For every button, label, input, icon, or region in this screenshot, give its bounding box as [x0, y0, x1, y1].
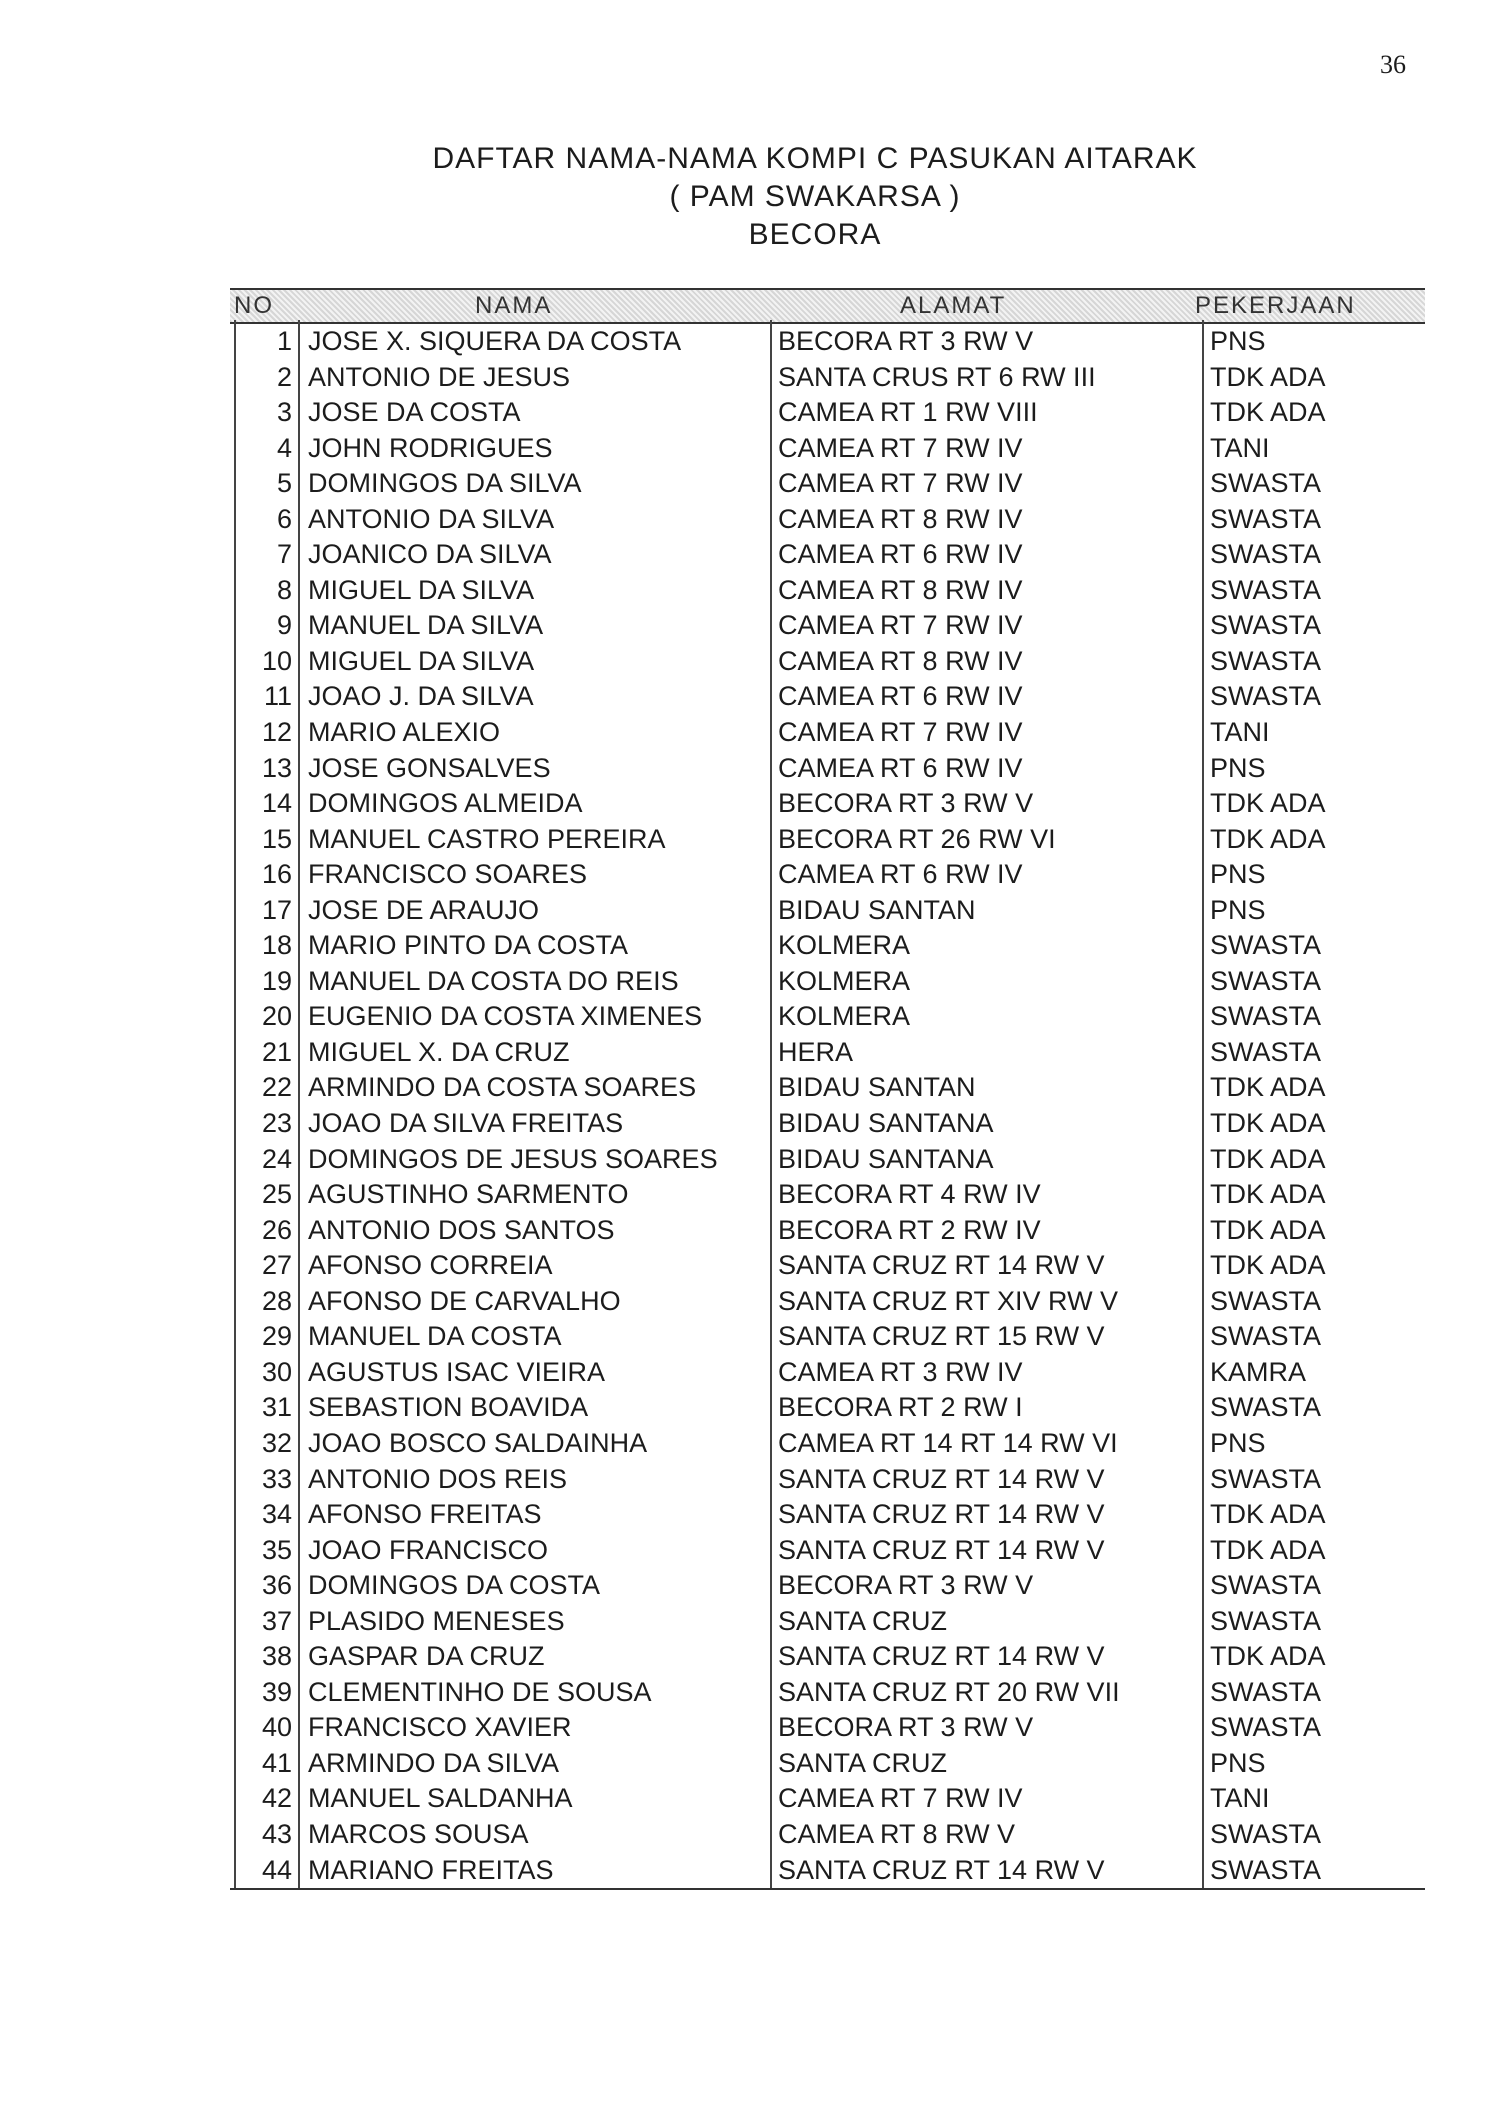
cell-pekerjaan: TDK ADA	[1210, 1499, 1326, 1530]
cell-pekerjaan: SWASTA	[1210, 965, 1322, 996]
table-header-row	[230, 288, 1425, 324]
cell-nama: ANTONIO DOS REIS	[308, 1463, 568, 1494]
cell-alamat: SANTA CRUZ RT 14 RW V	[778, 1641, 1105, 1672]
cell-nama: ANTONIO DE JESUS	[308, 361, 571, 392]
cell-pekerjaan: SWASTA	[1210, 1605, 1322, 1636]
table-row	[230, 679, 1425, 715]
cell-alamat: KOLMERA	[778, 930, 911, 961]
cell-pekerjaan: TDK ADA	[1210, 1179, 1326, 1210]
cell-nama: JOSE X. SIQUERA DA COSTA	[308, 326, 682, 356]
table-row	[230, 431, 1425, 467]
column-header-no: NO	[234, 292, 274, 319]
cell-nama: MIGUEL DA SILVA	[308, 574, 535, 605]
document-subtitle: ( PAM SWAKARSA )	[669, 180, 961, 213]
cell-pekerjaan: TDK ADA	[1210, 1250, 1326, 1281]
cell-nama: FRANCISCO XAVIER	[308, 1712, 572, 1743]
page-number: 36	[1380, 50, 1406, 79]
table-row	[230, 928, 1425, 964]
cell-alamat: SANTA CRUZ RT 14 RW V	[778, 1534, 1105, 1565]
cell-pekerjaan: KAMRA	[1210, 1356, 1307, 1387]
cell-pekerjaan: PNS	[1210, 326, 1266, 356]
cell-no: 15	[261, 823, 292, 854]
cell-pekerjaan: TDK ADA	[1210, 823, 1326, 854]
cell-alamat: BECORA RT 2 RW IV	[778, 1214, 1041, 1245]
cell-no: 21	[261, 1036, 292, 1067]
cell-nama: FRANCISCO SOARES	[308, 859, 588, 890]
table-row	[230, 1853, 1425, 1889]
cell-pekerjaan: SWASTA	[1210, 539, 1322, 570]
cell-nama: ANTONIO DA SILVA	[308, 503, 555, 534]
cell-nama: EUGENIO DA COSTA XIMENES	[308, 1001, 703, 1032]
cell-no: 8	[276, 574, 292, 605]
document-header	[0, 140, 1500, 254]
cell-nama: JOHN RODRIGUES	[308, 432, 553, 463]
cell-alamat: CAMEA RT 8 RW IV	[778, 645, 1023, 676]
cell-pekerjaan: SWASTA	[1210, 1036, 1322, 1067]
cell-alamat: BIDAU SANTANA	[778, 1108, 994, 1139]
cell-alamat: BIDAU SANTAN	[778, 1072, 976, 1103]
cell-nama: MANUEL DA COSTA DO REIS	[308, 965, 679, 996]
cell-alamat: CAMEA RT 7 RW IV	[778, 717, 1023, 748]
cell-nama: SEBASTION BOAVIDA	[308, 1392, 589, 1423]
cell-alamat: BECORA RT 3 RW V	[778, 788, 1034, 819]
cell-nama: ANTONIO DOS SANTOS	[308, 1214, 615, 1245]
cell-alamat: BECORA RT 3 RW V	[778, 1570, 1034, 1601]
cell-no: 23	[261, 1108, 292, 1139]
table-row	[230, 1390, 1425, 1426]
cell-alamat: SANTA CRUZ RT 14 RW V	[778, 1854, 1105, 1885]
cell-nama: JOAO FRANCISCO	[308, 1534, 549, 1565]
cell-nama: MANUEL DA COSTA	[308, 1321, 562, 1352]
cell-no: 19	[261, 965, 292, 996]
cell-alamat: BECORA RT 4 RW IV	[778, 1179, 1041, 1210]
cell-pekerjaan: SWASTA	[1210, 1463, 1322, 1494]
table-body	[230, 324, 1425, 1888]
cell-no: 31	[261, 1392, 292, 1423]
cell-nama: GASPAR DA CRUZ	[308, 1641, 545, 1672]
cell-nama: AFONSO CORREIA	[308, 1250, 553, 1281]
cell-nama: MARIANO FREITAS	[308, 1854, 554, 1885]
table-row	[230, 1426, 1425, 1462]
column-divider	[234, 320, 236, 1888]
cell-pekerjaan: SWASTA	[1210, 681, 1322, 712]
cell-alamat: BIDAU SANTANA	[778, 1143, 994, 1174]
cell-pekerjaan: TANI	[1210, 432, 1270, 463]
cell-nama: DOMINGOS DA SILVA	[308, 468, 582, 499]
cell-pekerjaan: TDK ADA	[1210, 1214, 1326, 1245]
cell-no: 42	[261, 1783, 292, 1814]
cell-alamat: BIDAU SANTAN	[778, 894, 976, 925]
cell-no: 35	[261, 1534, 292, 1565]
cell-nama: DOMINGOS DA COSTA	[308, 1570, 601, 1601]
cell-pekerjaan: SWASTA	[1210, 1570, 1322, 1601]
cell-pekerjaan: SWASTA	[1210, 503, 1322, 534]
table-row	[230, 1710, 1425, 1746]
cell-alamat: SANTA CRUZ RT 20 RW VII	[778, 1676, 1120, 1707]
cell-nama: MARCOS SOUSA	[308, 1818, 529, 1849]
cell-alamat: SANTA CRUS RT 6 RW III	[778, 361, 1096, 392]
cell-pekerjaan: TDK ADA	[1210, 1143, 1326, 1174]
table-row	[230, 1106, 1425, 1142]
cell-nama: JOAO DA SILVA FREITAS	[308, 1108, 624, 1139]
cell-no: 28	[261, 1285, 292, 1316]
cell-alamat: CAMEA RT 7 RW IV	[778, 432, 1023, 463]
table-row	[230, 1177, 1425, 1213]
cell-no: 38	[261, 1641, 292, 1672]
cell-nama: JOAO BOSCO SALDAINHA	[308, 1427, 648, 1458]
table-row	[230, 715, 1425, 751]
table-row	[230, 1142, 1425, 1178]
cell-pekerjaan: TDK ADA	[1210, 361, 1326, 392]
cell-no: 20	[261, 1001, 292, 1032]
cell-pekerjaan: TDK ADA	[1210, 1641, 1326, 1672]
cell-no: 25	[261, 1179, 292, 1210]
cell-nama: MARIO ALEXIO	[308, 717, 501, 748]
column-divider	[1202, 320, 1204, 1888]
cell-nama: MIGUEL DA SILVA	[308, 645, 535, 676]
table-row	[230, 537, 1425, 573]
cell-nama: AFONSO FREITAS	[308, 1499, 542, 1530]
cell-alamat: HERA	[778, 1036, 854, 1067]
cell-alamat: CAMEA RT 8 RW IV	[778, 574, 1023, 605]
cell-alamat: SANTA CRUZ RT 14 RW V	[778, 1463, 1105, 1494]
cell-no: 13	[261, 752, 292, 783]
table-row	[230, 360, 1425, 396]
cell-nama: PLASIDO MENESES	[308, 1605, 565, 1636]
cell-no: 6	[276, 503, 292, 534]
table-row	[230, 1070, 1425, 1106]
cell-nama: CLEMENTINHO DE SOUSA	[308, 1676, 652, 1707]
column-header-alamat: ALAMAT	[900, 292, 1007, 319]
cell-no: 33	[261, 1463, 292, 1494]
cell-alamat: CAMEA RT 8 RW V	[778, 1818, 1016, 1849]
cell-alamat: KOLMERA	[778, 965, 911, 996]
cell-alamat: SANTA CRUZ	[778, 1605, 948, 1636]
cell-nama: MANUEL CASTRO PEREIRA	[308, 823, 666, 854]
cell-alamat: BECORA RT 26 RW VI	[778, 823, 1056, 854]
table-bottom-rule	[230, 1888, 1425, 1890]
cell-alamat: SANTA CRUZ RT 15 RW V	[778, 1321, 1105, 1352]
cell-pekerjaan: TDK ADA	[1210, 1072, 1326, 1103]
cell-pekerjaan: TDK ADA	[1210, 788, 1326, 819]
cell-pekerjaan: SWASTA	[1210, 1285, 1322, 1316]
cell-alamat: BECORA RT 3 RW V	[778, 326, 1034, 356]
cell-no: 27	[261, 1250, 292, 1281]
cell-no: 1	[276, 326, 292, 356]
table-row	[230, 1781, 1425, 1817]
cell-nama: AGUSTUS ISAC VIEIRA	[308, 1356, 606, 1387]
column-divider	[770, 320, 772, 1888]
cell-nama: MANUEL DA SILVA	[308, 610, 544, 641]
cell-pekerjaan: PNS	[1210, 1427, 1266, 1458]
cell-alamat: CAMEA RT 8 RW IV	[778, 503, 1023, 534]
table-row	[230, 1213, 1425, 1249]
cell-no: 17	[261, 894, 292, 925]
cell-pekerjaan: TDK ADA	[1210, 1534, 1326, 1565]
cell-alamat: CAMEA RT 6 RW IV	[778, 539, 1023, 570]
table-row	[230, 1817, 1425, 1853]
table-row	[230, 644, 1425, 680]
cell-nama: DOMINGOS DE JESUS SOARES	[308, 1143, 718, 1174]
cell-no: 3	[276, 397, 292, 428]
cell-no: 16	[261, 859, 292, 890]
table-row	[230, 1284, 1425, 1320]
cell-no: 26	[261, 1214, 292, 1245]
table-row	[230, 857, 1425, 893]
cell-alamat: CAMEA RT 7 RW IV	[778, 468, 1023, 499]
cell-alamat: SANTA CRUZ	[778, 1747, 948, 1778]
cell-alamat: CAMEA RT 6 RW IV	[778, 859, 1023, 890]
cell-no: 4	[276, 432, 292, 463]
cell-no: 37	[261, 1605, 292, 1636]
table-row	[230, 893, 1425, 929]
table-row	[230, 1568, 1425, 1604]
cell-pekerjaan: SWASTA	[1210, 1712, 1322, 1743]
cell-nama: JOSE DA COSTA	[308, 397, 521, 428]
cell-alamat: CAMEA RT 3 RW IV	[778, 1356, 1023, 1387]
cell-no: 24	[261, 1143, 292, 1174]
cell-no: 5	[276, 468, 292, 499]
cell-alamat: CAMEA RT 14 RT 14 RW VI	[778, 1427, 1118, 1458]
cell-alamat: BECORA RT 2 RW I	[778, 1392, 1023, 1423]
cell-alamat: BECORA RT 3 RW V	[778, 1712, 1034, 1743]
table-row	[230, 1319, 1425, 1355]
table-row	[230, 1355, 1425, 1391]
cell-no: 12	[261, 717, 292, 748]
cell-nama: AFONSO DE CARVALHO	[308, 1285, 621, 1316]
cell-alamat: CAMEA RT 6 RW IV	[778, 681, 1023, 712]
cell-nama: JOSE DE ARAUJO	[308, 894, 540, 925]
cell-no: 29	[261, 1321, 292, 1352]
table-row	[230, 1497, 1425, 1533]
cell-no: 14	[261, 788, 292, 819]
cell-nama: MANUEL SALDANHA	[308, 1783, 573, 1814]
table-row	[230, 608, 1425, 644]
cell-nama: MARIO PINTO DA COSTA	[308, 930, 629, 961]
cell-alamat: CAMEA RT 6 RW IV	[778, 752, 1023, 783]
cell-no: 30	[261, 1356, 292, 1387]
table-row	[230, 1746, 1425, 1782]
cell-pekerjaan: TDK ADA	[1210, 397, 1326, 428]
cell-no: 40	[261, 1712, 292, 1743]
cell-alamat: SANTA CRUZ RT 14 RW V	[778, 1250, 1105, 1281]
cell-nama: JOSE GONSALVES	[308, 752, 551, 783]
cell-pekerjaan: SWASTA	[1210, 1001, 1322, 1032]
cell-no: 11	[263, 681, 292, 712]
cell-pekerjaan: PNS	[1210, 894, 1266, 925]
cell-alamat: SANTA CRUZ RT XIV RW V	[778, 1285, 1119, 1316]
cell-pekerjaan: SWASTA	[1210, 1818, 1322, 1849]
cell-pekerjaan: SWASTA	[1210, 610, 1322, 641]
cell-no: 22	[261, 1072, 292, 1103]
column-divider	[298, 320, 300, 1888]
table-row	[230, 324, 1425, 360]
cell-alamat: SANTA CRUZ RT 14 RW V	[778, 1499, 1105, 1530]
cell-pekerjaan: SWASTA	[1210, 930, 1322, 961]
column-header-nama: NAMA	[475, 292, 553, 319]
cell-pekerjaan: SWASTA	[1210, 1854, 1322, 1885]
cell-no: 7	[276, 539, 292, 570]
table-row	[230, 1462, 1425, 1498]
cell-no: 10	[261, 645, 292, 676]
cell-pekerjaan: SWASTA	[1210, 574, 1322, 605]
cell-pekerjaan: PNS	[1210, 752, 1266, 783]
cell-no: 34	[261, 1499, 292, 1530]
cell-pekerjaan: TANI	[1210, 717, 1270, 748]
cell-nama: DOMINGOS ALMEIDA	[308, 788, 583, 819]
cell-pekerjaan: SWASTA	[1210, 468, 1322, 499]
table-row	[230, 822, 1425, 858]
cell-no: 32	[261, 1427, 292, 1458]
table-row	[230, 1248, 1425, 1284]
document-title: DAFTAR NAMA-NAMA KOMPI C PASUKAN AITARAK	[432, 142, 1198, 175]
cell-no: 41	[261, 1747, 292, 1778]
cell-nama: AGUSTINHO SARMENTO	[308, 1179, 629, 1210]
table-row	[230, 502, 1425, 538]
table-row	[230, 1639, 1425, 1675]
table-row	[230, 573, 1425, 609]
cell-no: 36	[261, 1570, 292, 1601]
cell-no: 9	[276, 610, 292, 641]
table-row	[230, 1604, 1425, 1640]
cell-nama: ARMINDO DA COSTA SOARES	[308, 1072, 697, 1103]
cell-alamat: CAMEA RT 7 RW IV	[778, 1783, 1023, 1814]
column-header-pekerjaan: PEKERJAAN	[1195, 292, 1356, 319]
cell-nama: ARMINDO DA SILVA	[308, 1747, 560, 1778]
cell-nama: MIGUEL X. DA CRUZ	[308, 1036, 570, 1067]
table-row	[230, 1035, 1425, 1071]
cell-alamat: CAMEA RT 7 RW IV	[778, 610, 1023, 641]
document-location: BECORA	[748, 218, 882, 251]
table-row	[230, 999, 1425, 1035]
cell-no: 43	[261, 1818, 292, 1849]
cell-no: 2	[276, 361, 292, 392]
table-row	[230, 395, 1425, 431]
cell-alamat: KOLMERA	[778, 1001, 911, 1032]
cell-alamat: CAMEA RT 1 RW VIII	[778, 397, 1038, 428]
cell-no: 39	[261, 1676, 292, 1707]
table-row	[230, 466, 1425, 502]
cell-pekerjaan: PNS	[1210, 859, 1266, 890]
cell-nama: JOANICO DA SILVA	[308, 539, 552, 570]
cell-pekerjaan: SWASTA	[1210, 1392, 1322, 1423]
roster-table	[230, 288, 1425, 1888]
table-row	[230, 786, 1425, 822]
cell-nama: JOAO J. DA SILVA	[308, 681, 534, 712]
cell-pekerjaan: SWASTA	[1210, 1321, 1322, 1352]
table-row	[230, 751, 1425, 787]
cell-pekerjaan: PNS	[1210, 1747, 1266, 1778]
table-row	[230, 964, 1425, 1000]
cell-pekerjaan: TANI	[1210, 1783, 1270, 1814]
cell-pekerjaan: SWASTA	[1210, 645, 1322, 676]
cell-pekerjaan: TDK ADA	[1210, 1108, 1326, 1139]
table-row	[230, 1675, 1425, 1711]
cell-no: 18	[261, 930, 292, 961]
cell-no: 44	[261, 1854, 292, 1885]
cell-pekerjaan: SWASTA	[1210, 1676, 1322, 1707]
table-row	[230, 1533, 1425, 1569]
